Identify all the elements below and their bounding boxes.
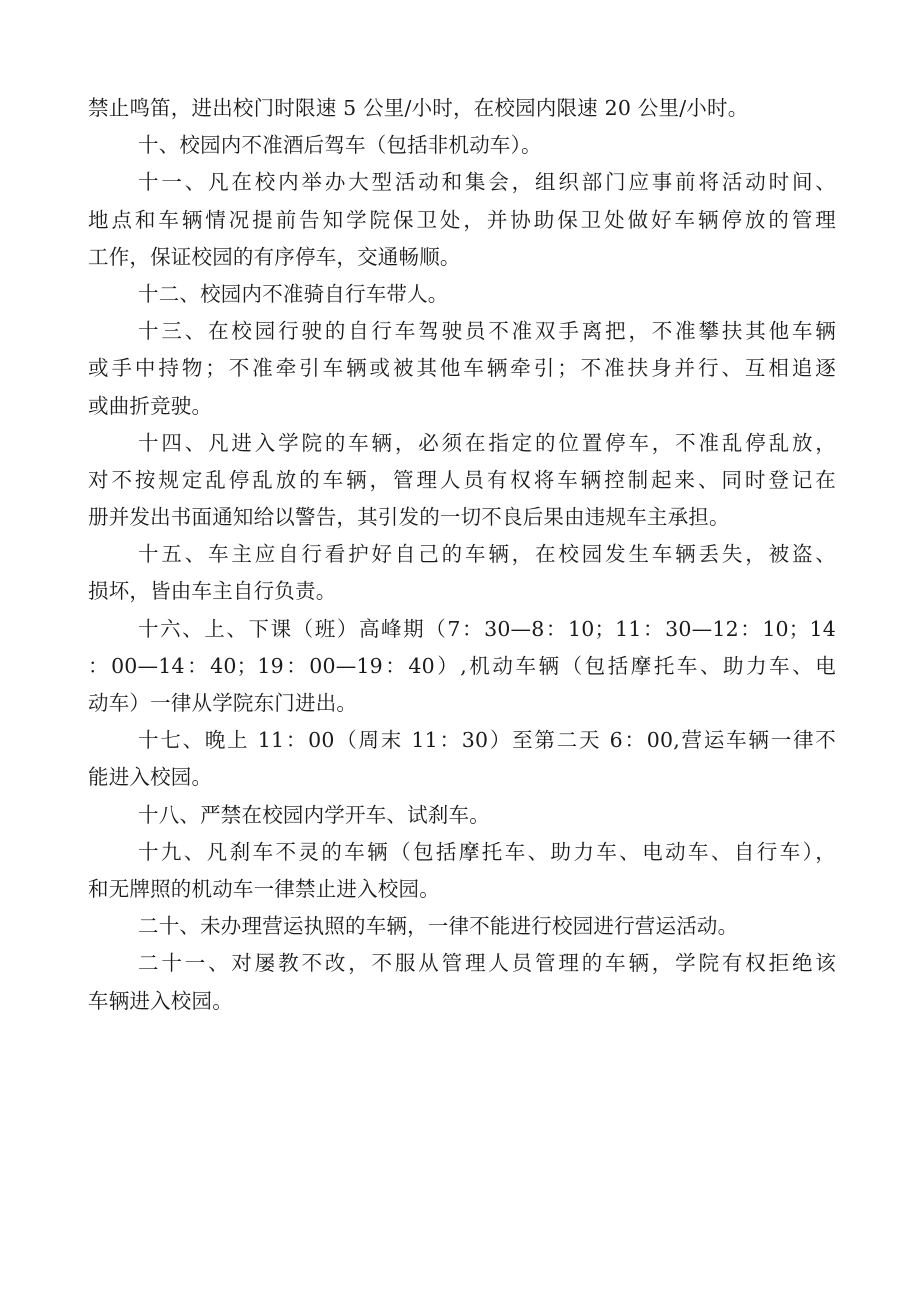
text-line: 十、校园内不准酒后驾车（包括非机动车）。 [138,133,542,158]
text-line: 十五、车主应自行看护好自己的车辆，在校园发生车辆丢失，被盗、 [138,542,836,567]
text-line: 十四、凡进入学院的车辆，必须在指定的位置停车，不准乱停乱放， [138,430,836,455]
text-line: 或曲折竞驶。 [88,393,213,418]
text-line: 禁止鸣笛，进出校门时限速 5 公里/小时，在校园内限速 20 公里/小时。 [88,96,749,120]
document-body [88,90,836,1020]
text-line: 能进入校园。 [88,765,213,790]
text-line: 二十、未办理营运执照的车辆，一律不能进行校园进行营运活动。 [138,914,739,939]
text-line: 或手中持物；不准牵引车辆或被其他车辆牵引；不准扶身并行、互相追逐 [88,356,836,381]
text-line: 损坏，皆由车主自行负责。 [88,579,337,604]
text-line: 二十一、对屡教不改，不服从管理人员管理的车辆，学院有权拒绝该 [138,951,836,976]
text-line: 地点和车辆情况提前告知学院保卫处，并协助保卫处做好车辆停放的管理 [88,207,836,232]
text-line: 和无牌照的机动车一律禁止进入校园。 [88,876,440,901]
text-line: 动车）一律从学院东门进出。 [88,691,358,715]
text-line: 册并发出书面通知给以警告，其引发的一切不良后果由违规车主承担。 [88,505,730,530]
text-line: 十七、晚上 11：00（周末 11：30）至第二天 6：00,营运车辆一律不 [138,728,836,753]
text-line: 十二、校园内不准骑自行车带人。 [138,281,449,306]
text-line: 十八、严禁在校园内学开车、试刹车。 [138,802,490,827]
text-line: 十九、凡刹车不灵的车辆（包括摩托车、助力车、电动车、自行车）， [138,839,836,864]
text-line: 工作，保证校园的有序停车，交通畅顺。 [88,244,461,269]
text-line: 十六、上、下课（班）高峰期（7：30—8：10；11：30—12：10；14 [138,616,836,641]
text-line: 车辆进入校园。 [88,988,233,1013]
text-line: 对不按规定乱停乱放的车辆，管理人员有权将车辆控制起来、同时登记在 [88,467,836,492]
text-line: 十一、凡在校内举办大型活动和集会，组织部门应事前将活动时间、 [138,170,836,195]
text-line: 十三、在校园行驶的自行车驾驶员不准双手离把，不准攀扶其他车辆 [138,319,836,344]
text-line: ：00—14：40；19：00—19：40）,机动车辆（包括摩托车、助力车、电 [88,653,836,678]
